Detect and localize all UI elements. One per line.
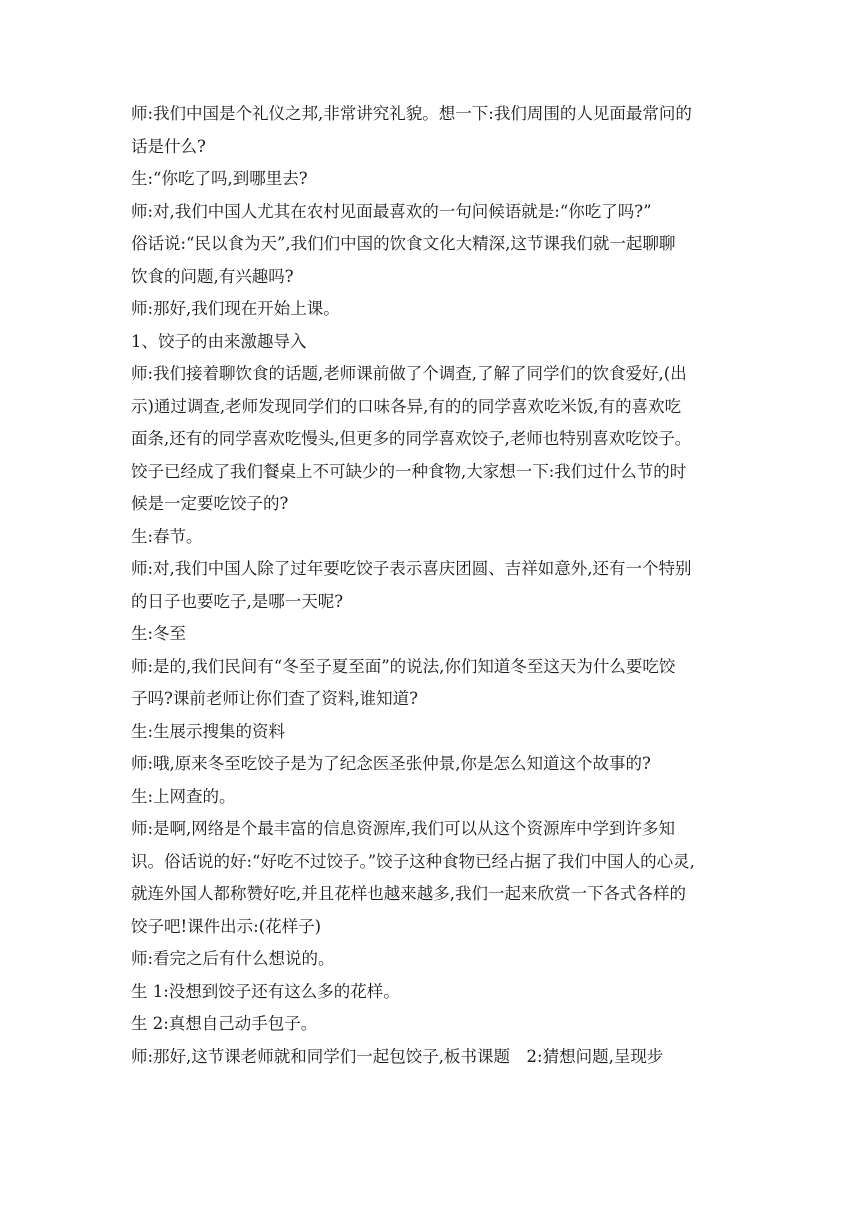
section-heading: 1、饺子的由来激趣导入 xyxy=(131,331,307,351)
text-line: 师:我们中国是个礼仪之邦,非常讲究礼貌。想一下:我们周围的人见面最常问的 xyxy=(131,104,692,123)
text-line: 候是一定要吃饺子的? xyxy=(131,494,289,513)
text-line: 就连外国人都称赞好吃,并且花样也越来越多,我们一起来欣赏一下各式各样的 xyxy=(131,884,686,903)
text-line: 饺子已经成了我们餐桌上不可缺少的一种食物,大家想一下:我们过什么节的时 xyxy=(131,461,687,481)
text-line: 生:生展示搜集的资料 xyxy=(131,721,286,741)
text-line: 师:对,我们中国人尤其在农村见面最喜欢的一句问候语就是:“你吃了吗?” xyxy=(131,201,652,221)
text-line: 话是什么? xyxy=(131,136,206,156)
text-line: 师:我们接着聊饮食的话题,老师课前做了个调查,了解了同学们的饮食爱好,(出 xyxy=(131,364,687,383)
text-line: 师:那好,我们现在开始上课。 xyxy=(131,299,340,318)
text-line: 俗话说:“民以食为天”,我们们中国的饮食文化大精深,这节课我们就一起聊聊 xyxy=(131,234,676,253)
text-line: 师:是的,我们民间有“冬至子夏至面”的说法,你们知道冬至这天为什么要吃饺 xyxy=(131,656,676,676)
text-line: 示)通过调查,老师发现同学们的口味各异,有的的同学喜欢吃米饭,有的喜欢吃 xyxy=(131,396,682,416)
text-line: 师:看完之后有什么想说的。 xyxy=(131,949,335,968)
text-line: 师:对,我们中国人除了过年要吃饺子表示喜庆团圆、吉祥如意外,还有一个特别 xyxy=(131,559,692,578)
text-line: 饺子吧!课件出示:(花样子) xyxy=(131,916,322,936)
text-line: 生:冬至 xyxy=(131,624,187,643)
text-line: 生 2:真想自己动手包子。 xyxy=(131,1014,318,1033)
text-line: 饮食的问题,有兴趣吗? xyxy=(131,266,294,286)
text-line: 子吗?课前老师让你们查了资料,谁知道? xyxy=(131,689,418,708)
text-line: 生:“你吃了吗,到哪里去? xyxy=(131,169,308,188)
text-line: 生 1:没想到饺子还有这么多的花样。 xyxy=(131,981,400,1001)
text-line: 面条,还有的同学喜欢吃慢头,但更多的同学喜欢饺子,老师也特别喜欢吃饺子。 xyxy=(131,429,692,448)
text-line: 生:上网查的。 xyxy=(131,786,236,806)
text-line: 生:春节。 xyxy=(131,526,203,546)
text-line: 的日子也要吃子,是哪一天呢? xyxy=(131,591,344,611)
text-line: 师:那好,这节课老师就和同学们一起包饺子,板书课题 2:猜想问题,呈现步 xyxy=(131,1046,664,1066)
text-line: 师:是啊,网络是个最丰富的信息资源库,我们可以从这个资源库中学到许多知 xyxy=(131,819,676,838)
document-body xyxy=(131,98,731,1073)
text-line: 师:哦,原来冬至吃饺子是为了纪念医圣张仲景,你是怎么知道这个故事的? xyxy=(131,754,651,773)
text-line: 识。俗话说的好:“好吃不过饺子。”饺子这种食物已经占据了我们中国人的心灵, xyxy=(131,851,695,871)
